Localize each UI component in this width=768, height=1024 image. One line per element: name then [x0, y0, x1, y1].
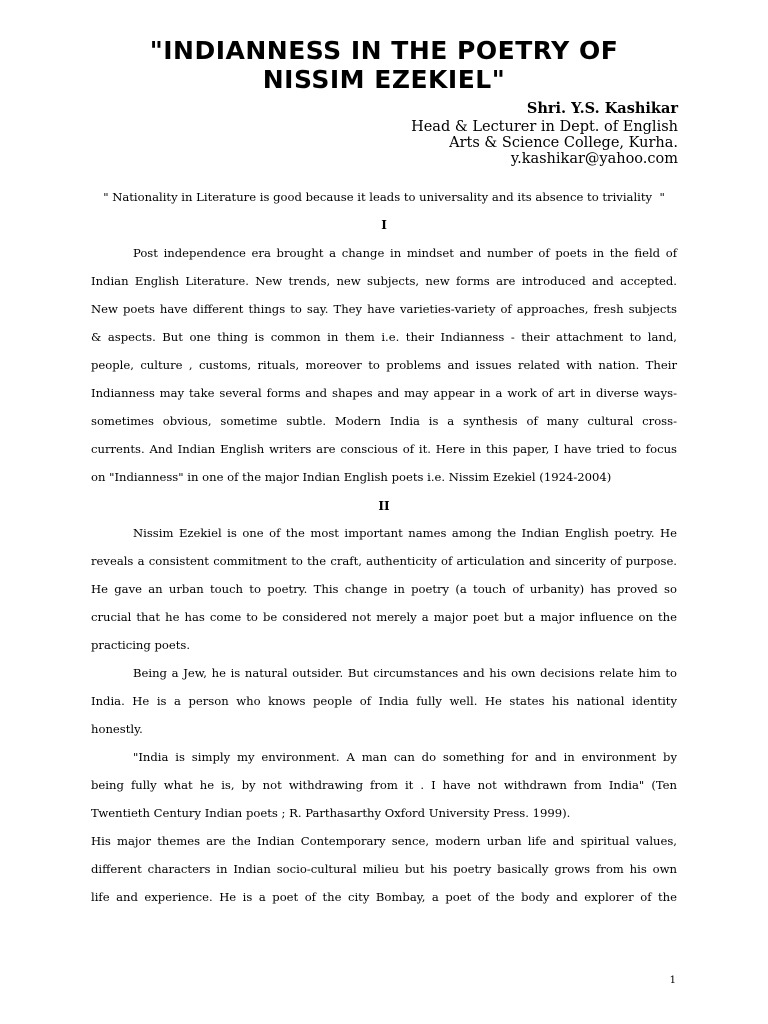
text-line: & aspects. But one thing is common in them i.e. their Indianness - their attachment to land,	[91, 330, 677, 344]
text-line: life and experience. He is a poet of the city Bombay, a poet of the body and explorer of the	[91, 890, 677, 904]
author-position: Head & Lecturer in Dept. of English	[411, 119, 678, 135]
text-line: Twentieth Century Indian poets ; R. Parthasarthy Oxford University Press. 1999).	[91, 806, 571, 820]
text-line: His major themes are the Indian Contemporary sence, modern urban life and spiritual values,	[91, 834, 677, 848]
text-line: currents. And Indian English writers are conscious of it. Here in this paper, I have tried to focus	[91, 442, 677, 456]
text-line: New poets have different things to say. They have varieties-variety of approaches, fresh subjects	[91, 302, 677, 316]
document-title-line-1: "INDIANNESS IN THE POETRY OF	[149, 36, 619, 65]
document-title-line-2: NISSIM EZEKIEL"	[262, 65, 506, 94]
author-email: y.kashikar@yahoo.com	[510, 151, 678, 167]
text-line: He gave an urban touch to poetry. This change in poetry (a touch of urbanity) has proved so	[91, 582, 677, 596]
text-line: Nissim Ezekiel is one of the most important names among the Indian English poetry. He	[133, 526, 677, 540]
text-line: reveals a consistent commitment to the craft, authenticity of articulation and sincerity of purpose.	[91, 554, 677, 568]
section-number-2: II	[378, 499, 390, 513]
text-line: people, culture , customs, rituals, moreover to problems and issues related with nation. Their	[91, 358, 677, 372]
text-line: different characters in Indian socio-cultural milieu but his poetry basically grows from his own	[91, 862, 677, 876]
section-number-1: I	[381, 218, 387, 232]
text-line: sometimes obvious, sometime subtle. Modern India is a synthesis of many cultural cross-	[91, 414, 677, 428]
epigraph-quote: " Nationality in Literature is good because it leads to universality and its absence to triviality "	[103, 190, 665, 204]
text-line: India. He is a person who knows people of India fully well. He states his national identity	[91, 694, 677, 708]
author-name: Shri. Y.S. Kashikar	[526, 100, 678, 117]
text-line: Post independence era brought a change in mindset and number of poets in the field of	[133, 246, 677, 260]
text-line: crucial that he has come to be considered not merely a major poet but a major influence on the	[91, 610, 677, 624]
text-line: on "Indianness" in one of the major Indian English poets i.e. Nissim Ezekiel (1924-2004)	[91, 470, 612, 484]
text-line: Being a Jew, he is natural outsider. But circumstances and his own decisions relate him to	[133, 666, 677, 680]
text-line: Indianness may take several forms and shapes and may appear in a work of art in diverse ways-	[91, 386, 677, 400]
text-line: Indian English Literature. New trends, new subjects, new forms are introduced and accepted.	[91, 274, 677, 288]
text-line: being fully what he is, by not withdrawing from it . I have not withdrawn from India" (Ten	[91, 778, 677, 792]
page-number: 1	[669, 975, 676, 986]
text-line: "India is simply my environment. A man can do something for and in environment by	[133, 750, 677, 764]
text-line: practicing poets.	[91, 638, 191, 652]
author-institution: Arts & Science College, Kurha.	[449, 135, 678, 151]
text-line: honestly.	[91, 722, 143, 736]
